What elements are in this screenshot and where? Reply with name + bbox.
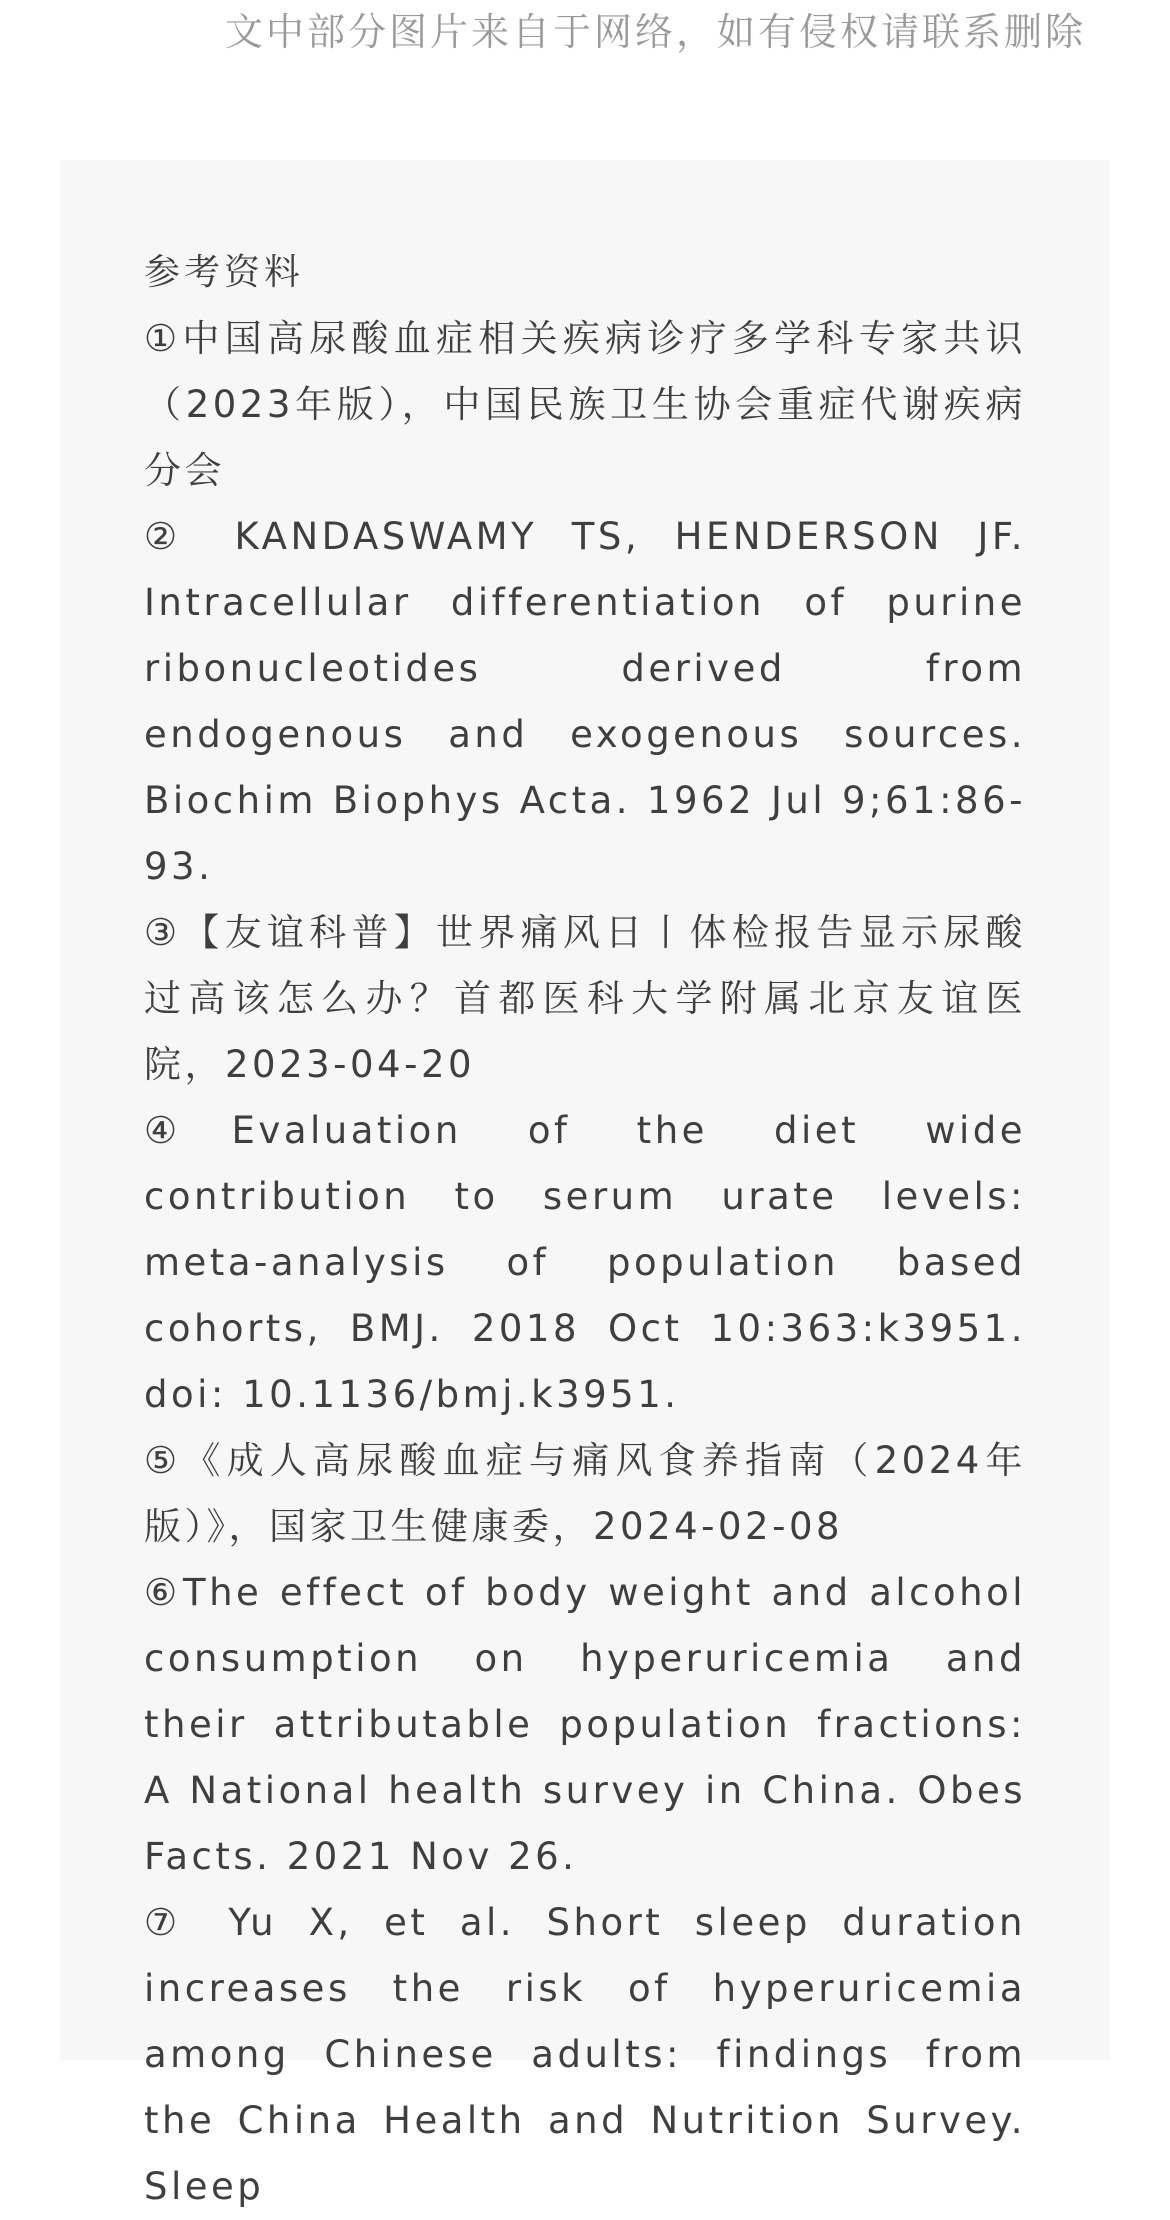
reference-item-3: ③【友谊科普】世界痛风日丨体检报告显示尿酸过高该怎么办？首都医科大学附属北京友谊医院，2023-04-20: [144, 911, 1026, 1086]
reference-item-5: ⑤《成人高尿酸血症与痛风食养指南（2024年版）》，国家卫生健康委，2024-02-08: [144, 1439, 1026, 1548]
reference-item-4: ④Evaluation of the diet wide contribution to serum urate levels: meta-analysis of population based cohorts, BMJ. 2018 Oct 10:363:k3951. doi: 10.1136/bmj.k3951.: [144, 1109, 1026, 1416]
references-heading: 参考资料: [144, 252, 305, 293]
image-copyright-disclaimer: 文中部分图片来自于网络，如有侵权请联系删除: [224, 10, 1086, 54]
reference-item-7: ⑦ Yu X, et al. Short sleep duration increases the risk of hyperuricemia among Chinese adults: findings from the China Health and Nutrition Survey. Sleep: [144, 1901, 1026, 2208]
reference-item-1: ①中国高尿酸血症相关疾病诊疗多学科专家共识（2023年版），中国民族卫生协会重症代谢疾病分会: [144, 317, 1026, 492]
references-card: [60, 160, 1110, 2208]
reference-item-6: ⑥The effect of body weight and alcohol consumption on hyperuricemia and their attributable population fractions: A National health survey in China. Obes Facts. 2021 Nov 26.: [144, 1571, 1026, 1878]
reference-item-2: ② KANDASWAMY TS, HENDERSON JF. Intracellular differentiation of purine ribonucleotides derived from endogenous and exogenous sources. Biochim Biophys Acta. 1962 Jul 9;61:86-93.: [144, 515, 1026, 888]
